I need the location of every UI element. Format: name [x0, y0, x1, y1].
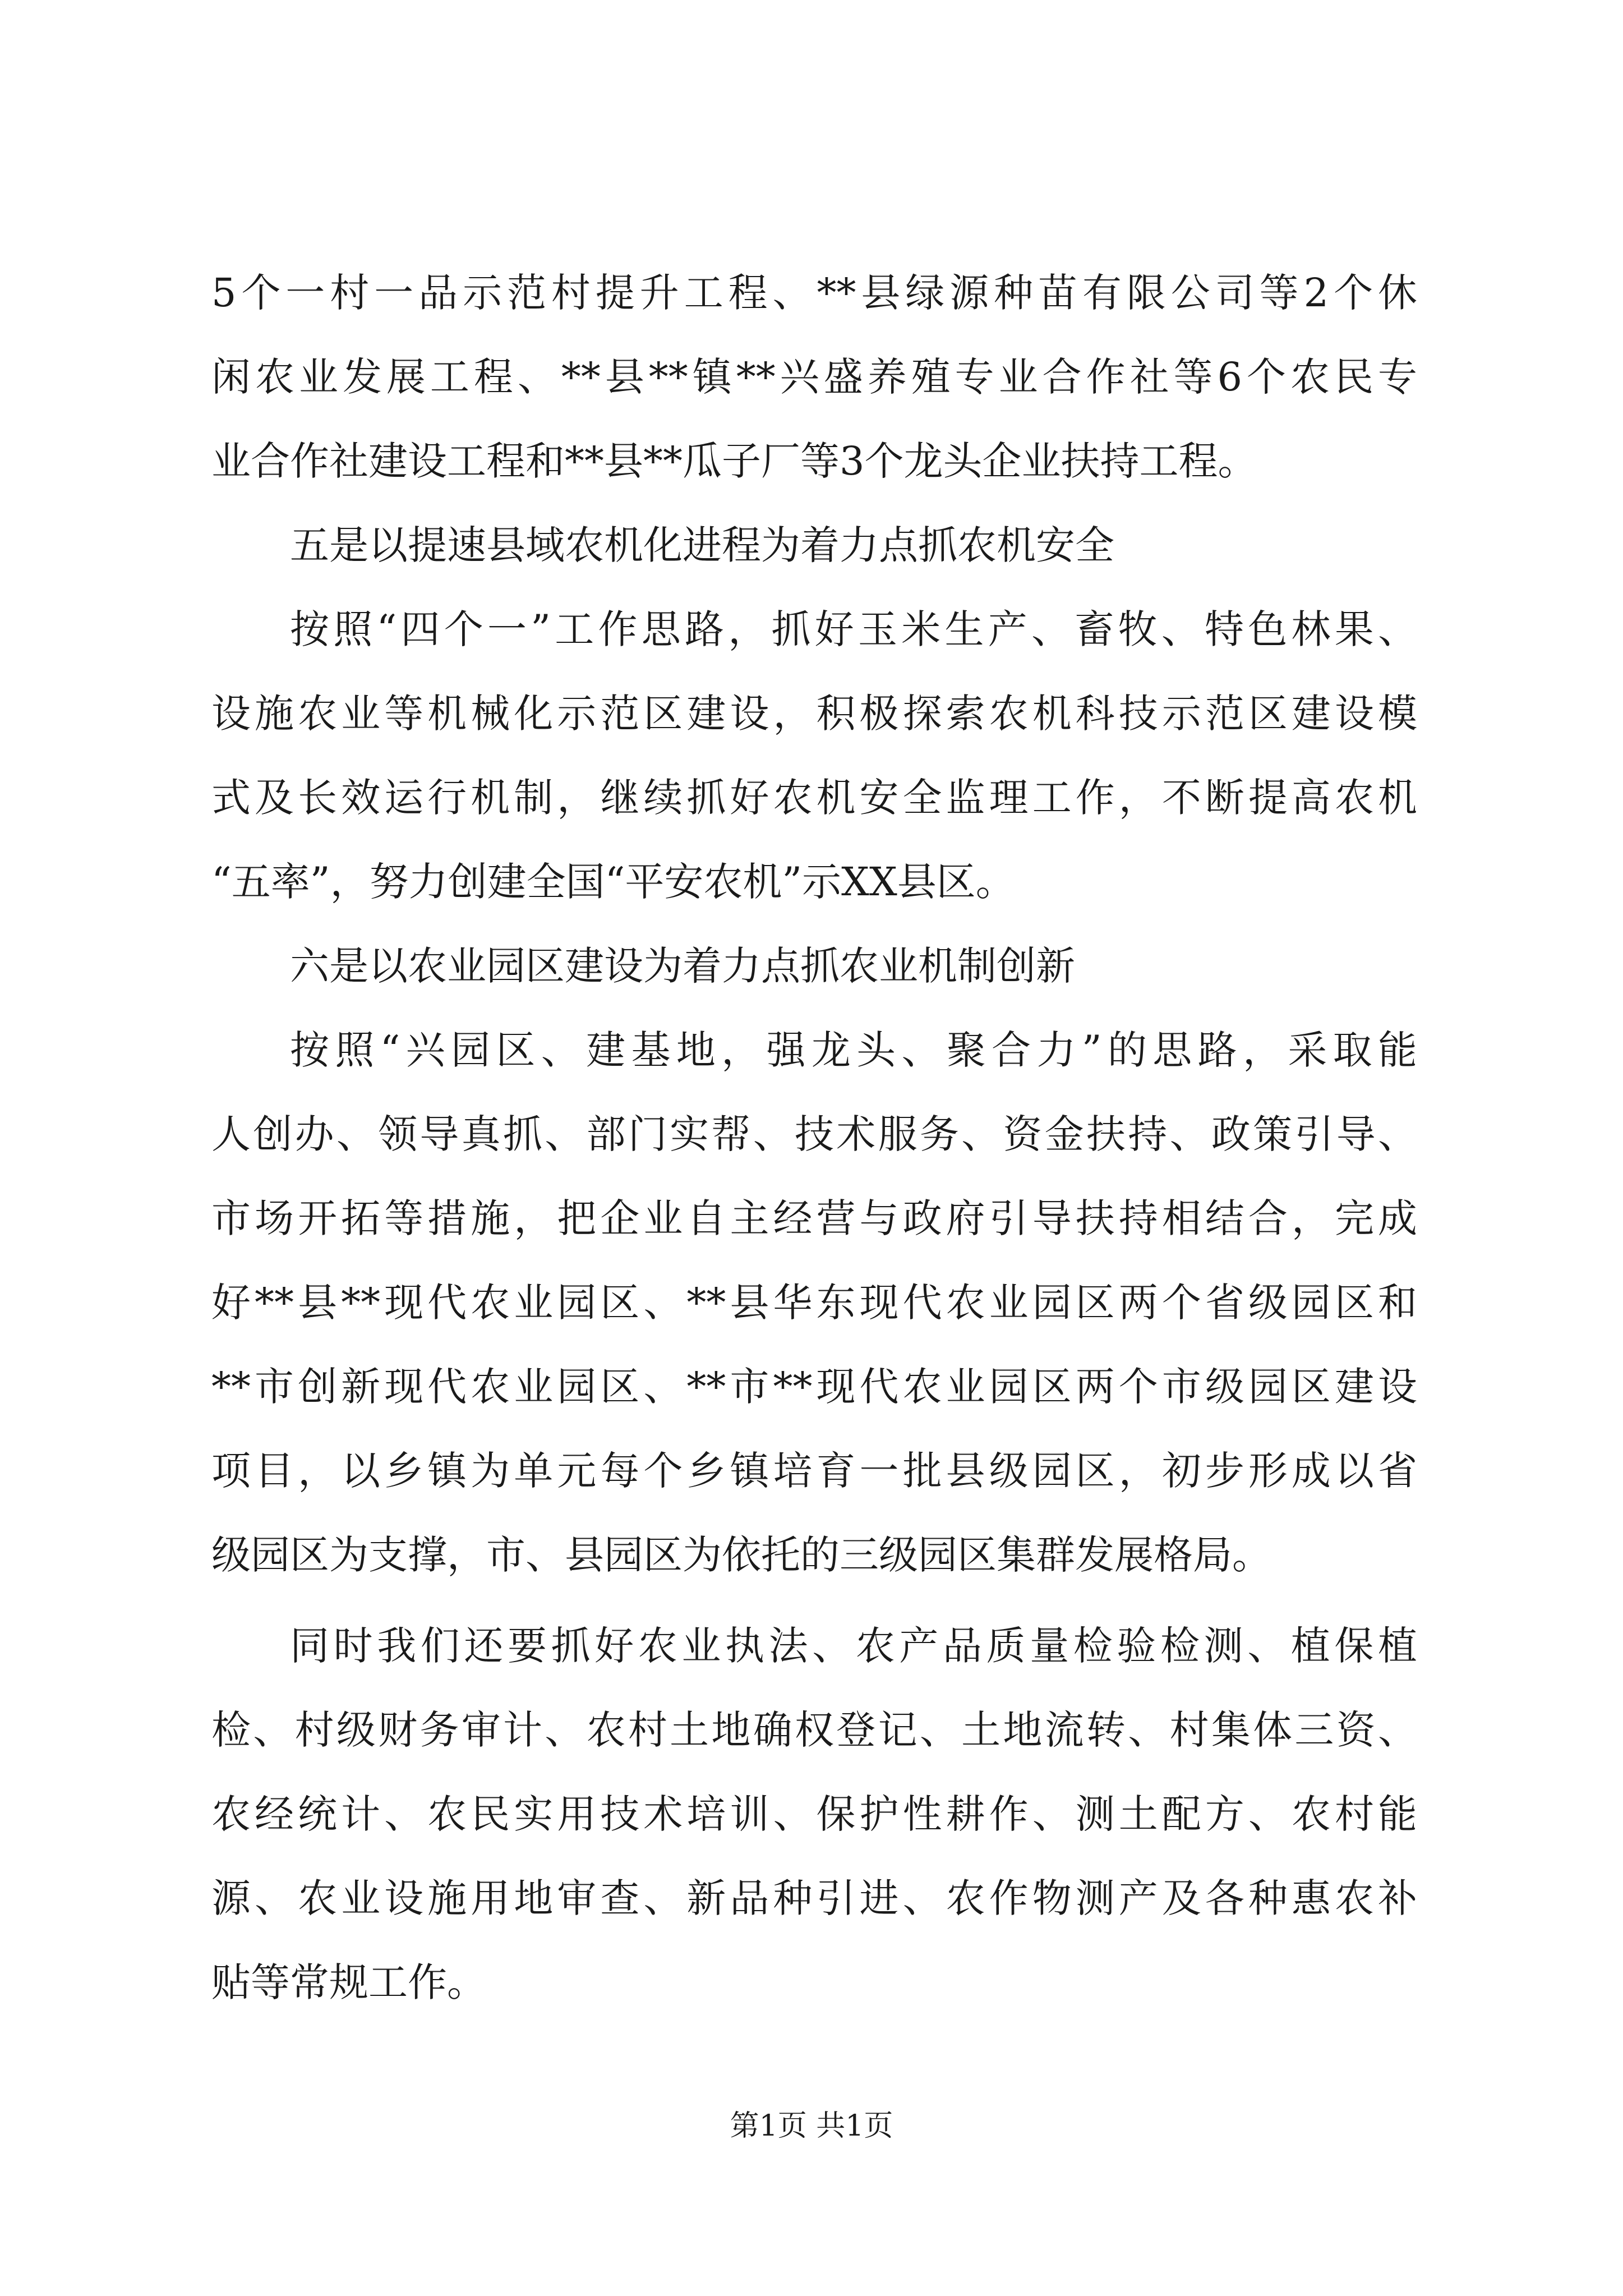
text-line: 检、村级财务审计、农村土地确权登记、土地流转、村集体三资、	[211, 1707, 1417, 1753]
text-line: 业合作社建设工程和**县**瓜子厂等3个龙头企业扶持工程。	[211, 438, 1257, 484]
text-line: 按照“兴园区、建基地，强龙头、聚合力”的思路，采取能	[290, 1027, 1417, 1073]
text-line: 农经统计、农民实用技术培训、保护性耕作、测土配方、农村能	[211, 1791, 1417, 1837]
text-line: 5个一村一品示范村提升工程、**县绿源种苗有限公司等2个休	[211, 270, 1417, 316]
text-line: 人创办、领导真抓、部门实帮、技术服务、资金扶持、政策引导、	[211, 1111, 1417, 1157]
text-line: 源、农业设施用地审查、新品种引进、农作物测产及各种惠农补	[211, 1875, 1417, 1921]
text-line: **市创新现代农业园区、**市**现代农业园区两个市级园区建设	[211, 1364, 1417, 1410]
text-line: 闲农业发展工程、**县**镇**兴盛养殖专业合作社等6个农民专	[211, 354, 1417, 400]
text-line: 同时我们还要抓好农业执法、农产品质量检验检测、植保植	[290, 1623, 1417, 1669]
text-line: 式及长效运行机制，继续抓好农机安全监理工作，不断提高农机	[211, 775, 1417, 821]
text-line: 设施农业等机械化示范区建设，积极探索农机科技示范区建设模	[211, 691, 1417, 737]
text-line: “五率”，努力创建全国“平安农机”示XX县区。	[211, 859, 1015, 905]
page-footer	[0, 2106, 1623, 2146]
section-heading: 五是以提速县域农机化进程为着力点抓农机安全	[290, 522, 1114, 568]
text-line: 好**县**现代农业园区、**县华东现代农业园区两个省级园区和	[211, 1280, 1417, 1326]
text-line: 贴等常规工作。	[211, 1959, 486, 2005]
text-line: 市场开拓等措施，把企业自主经营与政府引导扶持相结合，完成	[211, 1195, 1417, 1241]
text-line: 按照“四个一”工作思路，抓好玉米生产、畜牧、特色林果、	[290, 606, 1417, 652]
page-number-label: 第1页 共1页	[730, 2109, 893, 2143]
text-line: 级园区为支撑，市、县园区为依托的三级园区集群发展格局。	[211, 1532, 1271, 1578]
text-line: 项目，以乡镇为单元每个乡镇培育一批县级园区，初步形成以省	[211, 1448, 1417, 1494]
document-body	[211, 251, 1417, 2024]
section-heading: 六是以农业园区建设为着力点抓农业机制创新	[290, 943, 1075, 989]
